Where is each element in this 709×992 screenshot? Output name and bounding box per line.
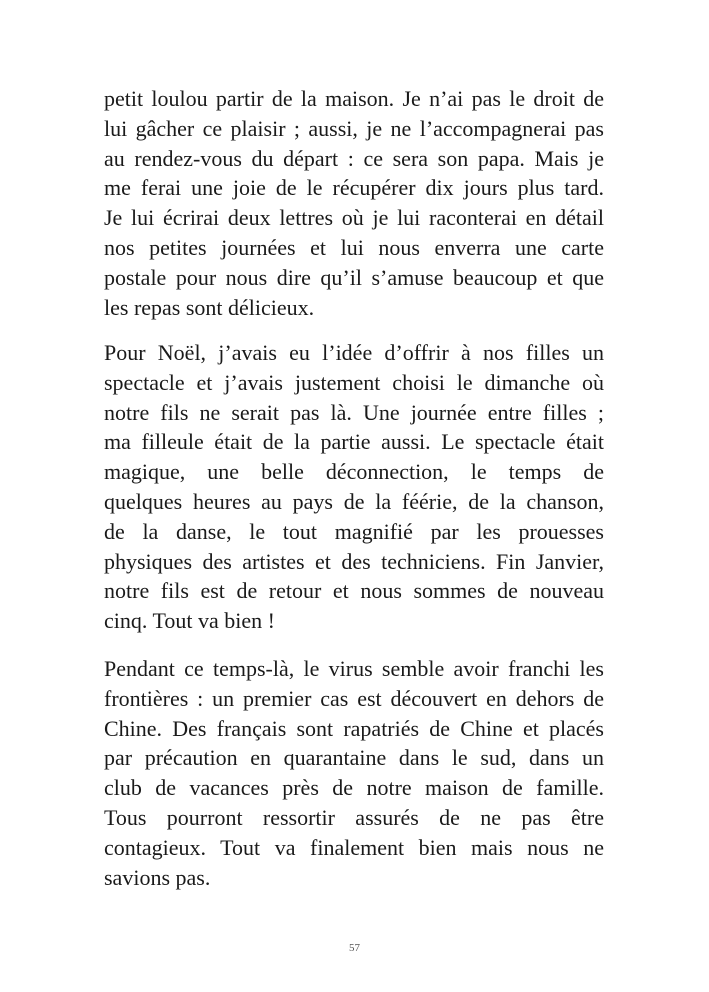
text-line: contagieux. Tout va finalement bien mais nous ne — [104, 834, 604, 860]
text-line: quelques heures au pays de la féérie, de la chanson, — [104, 488, 604, 514]
text-line: physiques des artistes et des techniciens. Fin Janvier, — [104, 548, 604, 574]
text-line: Je lui écrirai deux lettres où je lui raconterai en détail — [104, 205, 604, 231]
text-line: cinq. Tout va bien ! — [104, 608, 275, 634]
text-line: les repas sont délicieux. — [104, 294, 315, 320]
text-line: club de vacances près de notre maison de famille. — [104, 775, 604, 801]
page-number: 57 — [349, 942, 360, 954]
text-line: ma filleule était de la partie aussi. Le spectacle était — [104, 429, 604, 455]
text-line: nos petites journées et lui nous enverra une carte — [104, 234, 604, 260]
paragraph-1 — [104, 84, 604, 322]
text-line: par précaution en quarantaine dans le sud, dans un — [104, 745, 604, 771]
text-line: Chine. Des français sont rapatriés de Chine et placés — [104, 715, 604, 741]
text-line: magique, une belle déconnection, le temps de — [104, 459, 604, 485]
text-line: de la danse, le tout magnifié par les prouesses — [104, 518, 604, 544]
paragraph-2 — [104, 338, 604, 636]
text-line: spectacle et j’avais justement choisi le dimanche où — [104, 369, 604, 395]
text-line: savions pas. — [104, 864, 211, 890]
text-line: Tous pourront ressortir assurés de ne pas être — [104, 804, 604, 830]
text-line: me ferai une joie de le récupérer dix jours plus tard. — [104, 175, 604, 201]
text-line: lui gâcher ce plaisir ; aussi, je ne l’accompagnerai pas — [104, 115, 604, 141]
text-line: frontières : un premier cas est découvert en dehors de — [104, 685, 604, 711]
text-line: au rendez-vous du départ : ce sera son papa. Mais je — [104, 145, 604, 171]
text-line: postale pour nous dire qu’il s’amuse beaucoup et que — [104, 264, 604, 290]
paragraph-3 — [104, 654, 604, 892]
text-line: Pendant ce temps-là, le virus semble avoir franchi les — [104, 656, 604, 681]
text-line: notre fils ne serait pas là. Une journée entre filles ; — [104, 399, 604, 425]
text-line: notre fils est de retour et nous sommes de nouveau — [104, 578, 604, 604]
text-line: Pour Noël, j’avais eu l’idée d’offrir à nos filles un — [104, 340, 604, 365]
text-line: petit loulou partir de la maison. Je n’ai pas le droit de — [104, 86, 604, 111]
